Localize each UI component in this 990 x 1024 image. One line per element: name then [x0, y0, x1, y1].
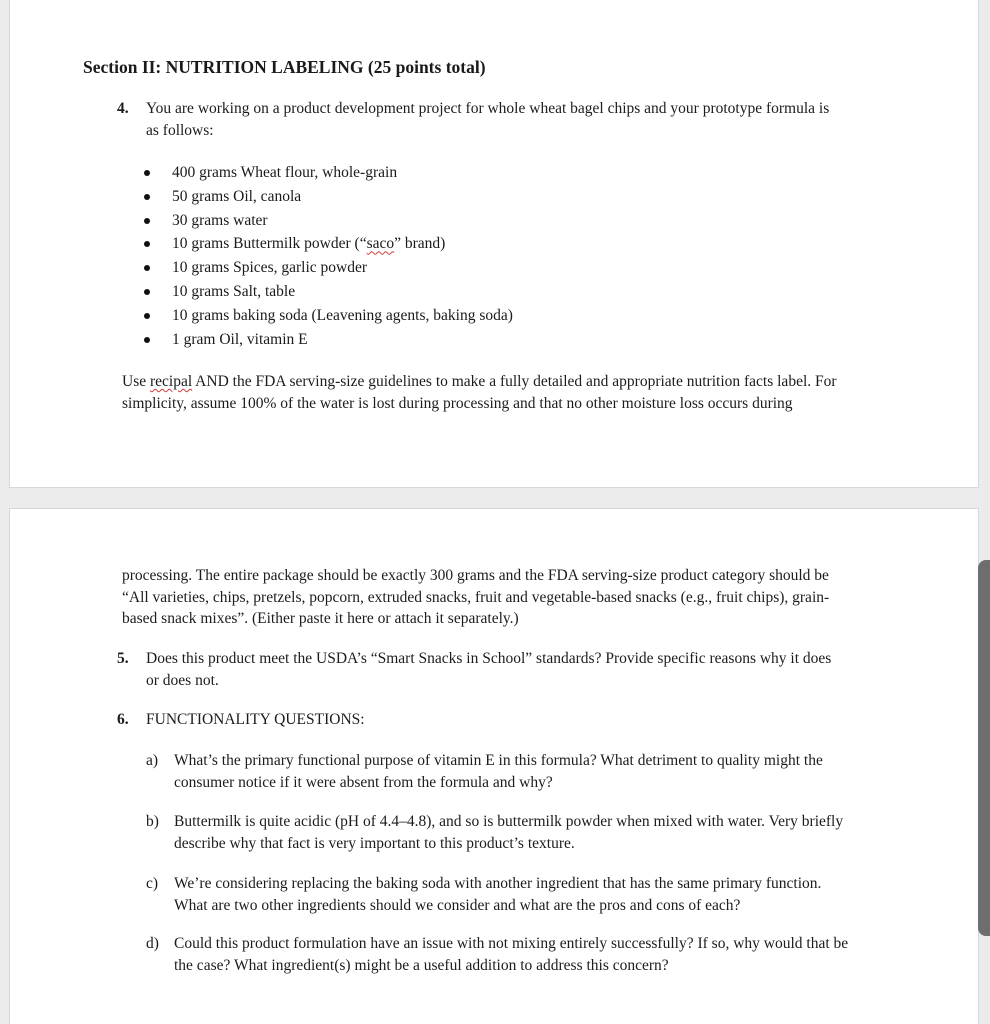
- part-b-line1: Buttermilk is quite acidic (pH of 4.4–4.8), and so is buttermilk powder when mixed with water. Very briefly: [174, 813, 844, 830]
- part-a-line2: consumer notice if it were absent from the formula and why?: [174, 773, 553, 791]
- part-a-letter: a): [146, 752, 159, 769]
- question-4-intro-line1: You are working on a product development project for whole wheat bagel chips and your prototype formula is: [146, 100, 830, 117]
- instr-word-use: Use: [122, 373, 150, 390]
- section-title: Section II: NUTRITION LABELING (25 points total): [83, 57, 486, 77]
- part-c-line1: We’re considering replacing the baking soda with another ingredient that has the same primary function.: [174, 875, 822, 892]
- list-item: [140, 280, 513, 304]
- question-6-number: 6.: [117, 711, 129, 728]
- list-item: [140, 328, 513, 352]
- ingredient-text: 10 grams Spices, garlic powder: [172, 259, 367, 277]
- continued-line2: “All varieties, chips, pretzels, popcorn, extruded snacks, fruit and vegetable-based snacks (e.g., fruit chips), grain-: [122, 588, 830, 606]
- question-4-instructions: [122, 371, 952, 414]
- document-page-2: [9, 508, 979, 1024]
- part-b-text: [174, 811, 944, 854]
- part-a-line1: What’s the primary functional purpose of vitamin E in this formula? What detriment to quality might the: [174, 752, 823, 769]
- question-6-title: FUNCTIONALITY QUESTIONS:: [146, 711, 365, 728]
- ingredient-text-suffix: ” brand): [394, 235, 446, 253]
- part-a-text: [174, 750, 944, 793]
- part-b-line2: describe why that fact is very important to this product’s texture.: [174, 834, 575, 852]
- ingredient-text-prefix: 10 grams Buttermilk powder (“: [172, 235, 367, 253]
- bullet-icon: [144, 241, 150, 247]
- part-c-text: [174, 873, 944, 916]
- ingredient-text: 10 grams baking soda (Leavening agents, baking soda): [172, 306, 513, 324]
- list-item: [140, 185, 513, 209]
- ingredient-text: 10 grams Salt, table: [172, 282, 296, 300]
- part-d-text: [174, 933, 944, 976]
- bullet-icon: [144, 289, 150, 295]
- question-4-continued: [122, 565, 952, 630]
- part-d-line1: Could this product formulation have an issue with not mixing entirely successfully? If so, why would that be: [174, 935, 849, 952]
- question-4-number: 4.: [117, 100, 129, 117]
- spellcheck-word-saco: saco: [366, 235, 395, 253]
- part-c-letter: c): [146, 875, 159, 892]
- part-c-line2: What are two other ingredients should we consider and what are the pros and cons of each?: [174, 896, 741, 914]
- document-page-1: [9, 0, 979, 488]
- scrollbar-thumb[interactable]: [978, 560, 990, 936]
- question-5-number: 5.: [117, 650, 129, 667]
- spellcheck-word-recipal: recipal: [149, 373, 193, 390]
- question-5-line2: or does not.: [146, 671, 219, 689]
- ingredient-text: 1 gram Oil, vitamin E: [172, 330, 308, 348]
- question-5-line1: Does this product meet the USDA’s “Smart Snacks in School” standards? Provide specific reasons why it does: [146, 650, 832, 667]
- bullet-icon: [144, 218, 150, 224]
- part-d-letter: d): [146, 935, 159, 952]
- ingredient-text: 30 grams water: [172, 211, 268, 229]
- list-item: [140, 161, 513, 185]
- bullet-icon: [144, 313, 150, 319]
- bullet-icon: [144, 170, 150, 176]
- part-d-line2: the case? What ingredient(s) might be a useful addition to address this concern?: [174, 956, 669, 974]
- bullet-icon: [144, 265, 150, 271]
- bullet-icon: [144, 337, 150, 343]
- ingredient-text: 400 grams Wheat flour, whole-grain: [172, 164, 398, 181]
- question-5-text: [146, 648, 946, 691]
- list-item: [140, 209, 513, 233]
- ingredient-text: 50 grams Oil, canola: [172, 187, 302, 205]
- bullet-icon: [144, 194, 150, 200]
- instr-rest: AND the FDA serving-size guidelines to make a fully detailed and appropriate nutrition facts label. For: [192, 373, 837, 390]
- list-item: [140, 232, 513, 256]
- list-item: [140, 304, 513, 328]
- question-4-intro: [146, 98, 936, 141]
- question-4-intro-line2: as follows:: [146, 121, 214, 139]
- list-item: [140, 256, 513, 280]
- instructions-line1: [122, 371, 952, 393]
- continued-line3: based snack mixes”. (Either paste it here or attach it separately.): [122, 610, 519, 627]
- ingredient-list: [140, 161, 513, 351]
- part-b-letter: b): [146, 813, 159, 830]
- instructions-line2: simplicity, assume 100% of the water is lost during processing and that no other moisture loss occurs during: [122, 394, 793, 412]
- continued-line1: processing. The entire package should be exactly 300 grams and the FDA serving-size product category should be: [122, 567, 829, 584]
